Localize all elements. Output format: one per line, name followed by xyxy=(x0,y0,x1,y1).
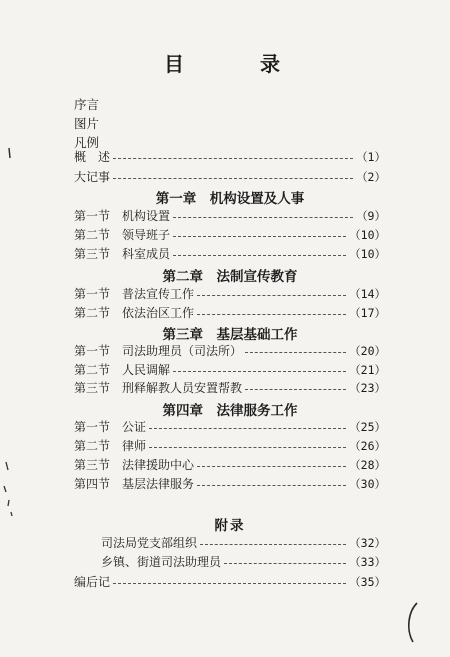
section-number: 第四节 xyxy=(74,477,111,491)
chapter-heading: 第一章 机构设置及人事 xyxy=(155,191,305,207)
dot-leader xyxy=(173,235,346,237)
toc-entry-name: 公证 xyxy=(122,420,147,434)
dot-leader xyxy=(200,543,346,545)
toc-entry-name: 刑释解教人员安置帮教 xyxy=(122,381,243,395)
toc-page-number: （35） xyxy=(349,575,386,589)
toc-entry-name: 依法治区工作 xyxy=(122,306,195,320)
chapter-heading: 第三章 基层基础工作 xyxy=(162,327,298,343)
dot-leader xyxy=(173,370,346,372)
toc-page-number: （9） xyxy=(356,209,386,223)
dot-leader xyxy=(173,254,346,256)
dot-leader xyxy=(113,582,346,584)
dot-leader xyxy=(197,313,346,315)
front-item-pictures: 图片 xyxy=(74,116,100,131)
toc-entry-name: 司法局党支部组织 xyxy=(101,536,198,550)
toc-entry-name: 领导班子 xyxy=(122,228,171,242)
toc-entry-name: 法律援助中心 xyxy=(122,458,195,472)
dot-leader xyxy=(245,388,346,390)
dot-leader xyxy=(149,446,346,448)
toc-page-number: （10） xyxy=(349,228,386,242)
dot-leader xyxy=(197,294,346,296)
toc-row-afterword xyxy=(74,573,386,591)
scan-stroke xyxy=(409,603,417,642)
chapter-heading: 第二章 法制宣传教育 xyxy=(162,269,298,285)
dot-leader xyxy=(173,216,353,218)
toc-page-number: （10） xyxy=(349,247,386,261)
toc-entry-name: 编后记 xyxy=(74,575,111,589)
toc-page-number: （28） xyxy=(349,458,386,472)
toc-row xyxy=(74,456,386,474)
toc-row xyxy=(74,418,386,436)
toc-page-number: （30） xyxy=(349,477,386,491)
dot-leader xyxy=(197,484,346,486)
appendix-heading: 附录 xyxy=(214,518,246,534)
toc-entry-name: 机构设置 xyxy=(122,209,171,223)
dot-leader xyxy=(113,177,353,179)
toc-entry-name: 人民调解 xyxy=(122,363,171,377)
section-number: 第一节 xyxy=(74,287,111,301)
section-number: 第二节 xyxy=(74,439,111,453)
toc-row-overview xyxy=(74,148,386,166)
toc-row xyxy=(74,285,386,303)
section-number: 第三节 xyxy=(74,247,111,261)
toc-row xyxy=(74,245,386,263)
toc-row-appendix xyxy=(101,534,386,552)
toc-page-number: （1） xyxy=(356,150,386,164)
toc-entry-name: 律师 xyxy=(122,439,147,453)
toc-row xyxy=(74,379,386,397)
section-number: 第二节 xyxy=(74,363,111,377)
toc-page-number: （20） xyxy=(349,344,386,358)
front-item-guide: 凡例 xyxy=(74,135,100,150)
section-number: 第一节 xyxy=(74,344,111,358)
scan-speck xyxy=(9,148,10,158)
dot-leader xyxy=(149,427,346,429)
section-number: 第一节 xyxy=(74,420,111,434)
toc-entry-name: 基层法律服务 xyxy=(122,477,195,491)
toc-row xyxy=(74,342,386,360)
toc-entry-name: 乡镇、街道司法助理员 xyxy=(101,555,222,569)
toc-entry-name: 概 述 xyxy=(74,150,111,164)
toc-row xyxy=(74,226,386,244)
toc-page-number: （26） xyxy=(349,439,386,453)
page-title: 目 录 xyxy=(164,52,308,76)
toc-row-chronicle xyxy=(74,168,386,186)
toc-page-number: （21） xyxy=(349,363,386,377)
dot-leader xyxy=(113,157,353,159)
section-number: 第二节 xyxy=(74,228,111,242)
toc-page-number: （23） xyxy=(349,381,386,395)
toc-page-number: （14） xyxy=(349,287,386,301)
toc-page-number: （25） xyxy=(349,420,386,434)
front-item-preface: 序言 xyxy=(74,97,100,112)
scan-speck xyxy=(4,462,12,516)
toc-page-number: （33） xyxy=(349,555,386,569)
section-number: 第三节 xyxy=(74,458,111,472)
chapter-heading: 第四章 法律服务工作 xyxy=(162,403,298,419)
section-number: 第一节 xyxy=(74,209,111,223)
toc-row xyxy=(74,475,386,493)
toc-page-number: （17） xyxy=(349,306,386,320)
toc-entry-name: 司法助理员（司法所） xyxy=(122,344,243,358)
toc-entry-name: 普法宣传工作 xyxy=(122,287,195,301)
toc-entry-name: 大记事 xyxy=(74,170,111,184)
toc-row xyxy=(74,437,386,455)
dot-leader xyxy=(224,562,346,564)
section-number: 第三节 xyxy=(74,381,111,395)
toc-row xyxy=(74,207,386,225)
toc-page-number: （2） xyxy=(356,170,386,184)
toc-row-appendix xyxy=(101,553,386,571)
toc-row xyxy=(74,361,386,379)
dot-leader xyxy=(197,465,346,467)
dot-leader xyxy=(245,351,346,353)
toc-page-number: （32） xyxy=(349,536,386,550)
section-number: 第二节 xyxy=(74,306,111,320)
toc-entry-name: 科室成员 xyxy=(122,247,171,261)
toc-row xyxy=(74,304,386,322)
